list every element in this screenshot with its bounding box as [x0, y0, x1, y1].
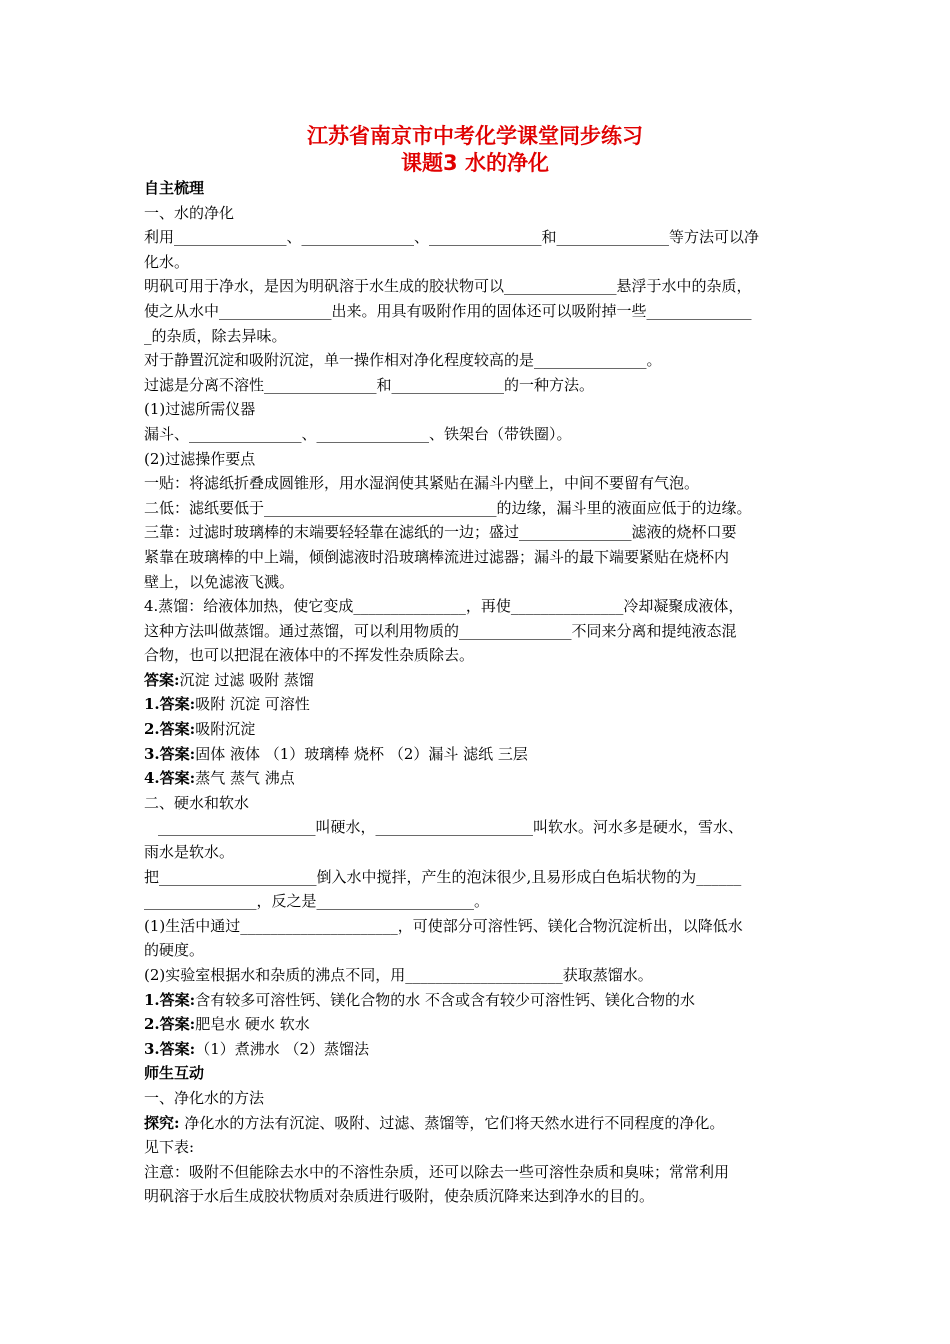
answer-text: 吸附沉淀	[195, 720, 256, 739]
text-line: 明矾溶于水后生成胶状物质对杂质进行吸附，使杂质沉降来达到净水的目的。	[144, 1187, 655, 1206]
text-line: 紧靠在玻璃棒的中上端，倾倒滤液时沿玻璃棒流进过滤器；漏斗的最下端要紧贴在烧杯内	[144, 547, 730, 566]
text-line: 一、水的净化	[144, 203, 235, 222]
text-line: 二低：滤纸要低于_______________________________的边缘，漏斗里的液面应低于的边缘。	[144, 498, 752, 517]
answer-line	[144, 1012, 812, 1037]
answer-label: 2.答案:	[144, 720, 196, 739]
answer-line	[144, 692, 812, 717]
document-subtitle: 课题3 水的净化	[401, 151, 549, 175]
answer-line	[144, 988, 812, 1013]
answer-text: 含有较多可溶性钙、镁化合物的水 不含或含有较少可溶性钙、镁化合物的水	[195, 990, 695, 1009]
answer-line	[144, 1111, 812, 1136]
answer-line	[144, 766, 812, 791]
text-line: 三靠：过滤时玻璃棒的末端要轻轻靠在滤纸的一边；盛过_______________滤液的烧杯口要	[144, 523, 737, 542]
answer-line	[144, 1037, 812, 1062]
section-heading: 自主梳理	[144, 179, 205, 197]
document-title: 江苏省南京市中考化学课堂同步练习	[307, 124, 643, 148]
text-line: 过滤是分离不溶性_______________和_______________的一种方法。	[144, 375, 595, 394]
text-line: _的杂质，除去异味。	[144, 326, 287, 345]
text-line: 把_____________________倒入水中搅拌，产生的泡沫很少,且易形成白色垢状物的为______	[144, 867, 742, 886]
text-line: 注意：吸附不但能除去水中的不溶性杂质，还可以除去一些可溶性杂质和臭味；常常利用	[144, 1162, 730, 1181]
text-line: (2)过滤操作要点	[144, 449, 256, 468]
answer-label: 3.答案:	[144, 744, 196, 763]
answer-label: 2.答案:	[144, 1015, 196, 1034]
text-line: 一贴：将滤纸折叠成圆锥形，用水湿润使其紧贴在漏斗内壁上，中间不要留有气泡。	[144, 474, 700, 493]
text-line: 一、净化水的方法	[144, 1088, 265, 1107]
answer-text: 净化水的方法有沉淀、吸附、过滤、蒸馏等，它们将天然水进行不同程度的净化。	[179, 1113, 725, 1132]
text-line: (1)生活中通过_____________________，可使部分可溶性钙、镁化合物沉淀析出，以降低水	[144, 916, 743, 935]
answer-label: 1.答案:	[144, 990, 196, 1009]
text-line: 漏斗、_______________、_______________、铁架台（带铁圈）。	[144, 424, 572, 443]
document-body	[144, 176, 812, 1209]
text-line: 利用_______________、_______________、_______________和_______________等方法可以净	[144, 228, 760, 247]
text-line: (1)过滤所需仪器	[144, 400, 256, 419]
answer-label: 探究:	[144, 1113, 180, 1132]
text-line: 二、硬水和软水	[144, 793, 250, 812]
text-line: 合物，也可以把混在液体中的不挥发性杂质除去。	[144, 646, 475, 665]
text-line: 明矾可用于净水，是因为明矾溶于水生成的胶状物可以_______________悬浮于水中的杂质，	[144, 277, 752, 296]
answer-label: 3.答案:	[144, 1039, 196, 1058]
section-heading: 师生互动	[144, 1064, 205, 1083]
answer-label: 答案:	[144, 670, 180, 689]
answer-text: （1）煮沸水 （2）蒸馏法	[195, 1039, 370, 1058]
text-line: 壁上，以免滤液飞溅。	[144, 572, 295, 591]
answer-line	[144, 668, 812, 693]
text-line: 使之从水中_______________出来。用具有吸附作用的固体还可以吸附掉一些______________	[144, 301, 752, 320]
text-line: (2)实验室根据水和杂质的沸点不同，用_____________________获取蒸馏水。	[144, 966, 653, 984]
answer-text: 沉淀 过滤 吸附 蒸馏	[179, 670, 314, 689]
answer-label: 4.答案:	[144, 769, 196, 788]
text-line: 4.蒸馏：给液体加热，使它变成_______________，再使_______________冷却凝聚成液体，	[144, 597, 744, 616]
text-line: 的硬度。	[144, 941, 205, 960]
answer-text: 蒸气 蒸气 沸点	[195, 769, 295, 788]
answer-line	[144, 742, 812, 767]
text-line: 雨水是软水。	[144, 843, 235, 862]
text-line: 见下表:	[144, 1138, 195, 1157]
answer-text: 固体 液体 （1）玻璃棒 烧杯 （2）漏斗 滤纸 三层	[195, 744, 528, 763]
text-line: 这种方法叫做蒸馏。通过蒸馏，可以利用物质的_______________不同来分离和提纯液态混	[144, 621, 737, 640]
text-line: 化水。	[144, 252, 190, 271]
text-line: 对于静置沉淀和吸附沉淀，单一操作相对净化程度较高的是_______________。	[144, 351, 662, 370]
answer-label: 1.答案:	[144, 695, 196, 714]
text-line: _______________，反之是_____________________。	[144, 892, 490, 911]
answer-line	[144, 717, 812, 742]
answer-text: 吸附 沉淀 可溶性	[195, 695, 310, 714]
answer-text: 肥皂水 硬水 软水	[195, 1015, 310, 1034]
text-line: _____________________叫硬水，_____________________叫软水。河水多是硬水，雪水、	[158, 818, 744, 837]
